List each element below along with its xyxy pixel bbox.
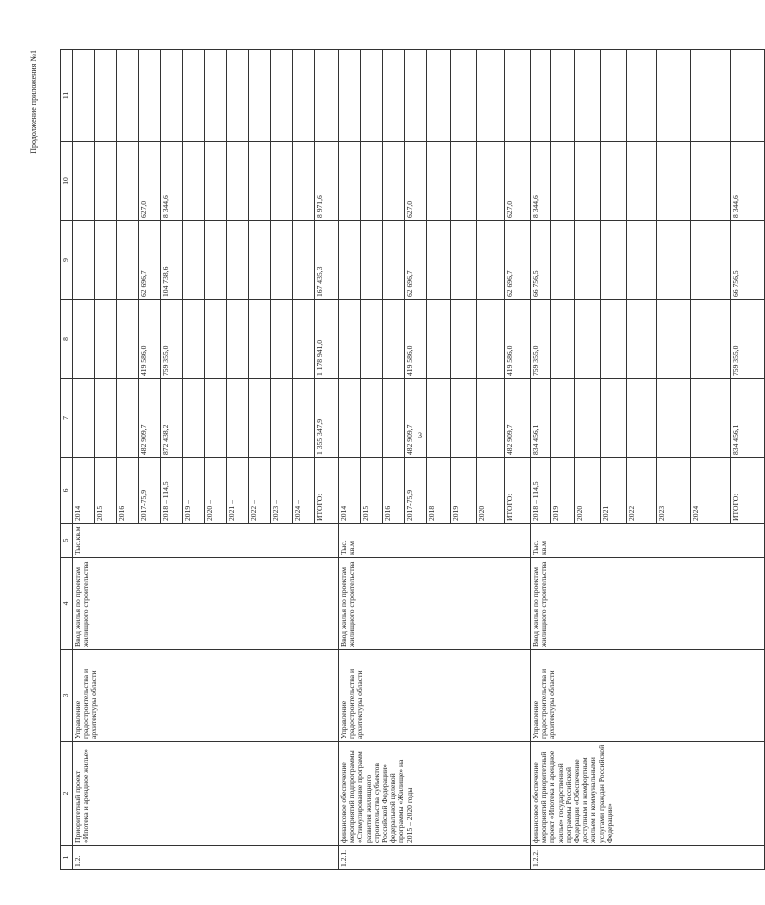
header-cell: 2 — [61, 742, 73, 846]
continuation-label: Продолжение приложения №1 — [29, 50, 38, 154]
amount-federal: 1 178 941,0 — [315, 300, 339, 379]
amount-total — [451, 379, 477, 458]
amount-regional — [361, 221, 383, 300]
amount-total — [657, 379, 691, 458]
amount-total — [117, 379, 139, 458]
indicator: Ввод жилья по проектам жилищного строительства — [73, 558, 339, 650]
amount-total — [339, 379, 361, 458]
amount-regional — [293, 221, 315, 300]
amount-other — [271, 50, 293, 142]
amount-total: 482 909,7 — [139, 379, 161, 458]
amount-federal — [691, 300, 731, 379]
amount-federal — [205, 300, 227, 379]
amount-local — [73, 142, 95, 221]
amount-federal — [575, 300, 601, 379]
amount-federal: 419 586,0 — [405, 300, 427, 379]
amount-regional — [339, 221, 361, 300]
amount-other — [161, 50, 183, 142]
amount-federal — [117, 300, 139, 379]
year-value: 2019 – — [183, 458, 205, 524]
amount-local: 8 344,6 — [161, 142, 183, 221]
table-row — [339, 50, 361, 870]
year-value: 2023 — [657, 458, 691, 524]
amount-other — [227, 50, 249, 142]
amount-other — [627, 50, 657, 142]
amount-federal — [477, 300, 505, 379]
amount-federal — [383, 300, 405, 379]
amount-other — [73, 50, 95, 142]
amount-local — [249, 142, 271, 221]
amount-regional — [691, 221, 731, 300]
amount-total — [271, 379, 293, 458]
amount-other — [183, 50, 205, 142]
page-number: 3 — [418, 431, 422, 440]
amount-total — [627, 379, 657, 458]
year-value: 2016 — [383, 458, 405, 524]
amount-regional — [427, 221, 451, 300]
amount-regional — [551, 221, 575, 300]
amount-other — [531, 50, 551, 142]
amount-local — [227, 142, 249, 221]
amount-regional — [575, 221, 601, 300]
header-cell: 7 — [61, 379, 73, 458]
amount-regional — [183, 221, 205, 300]
year-value: 2017-75,9 — [139, 458, 161, 524]
amount-total — [227, 379, 249, 458]
amount-local — [205, 142, 227, 221]
amount-regional — [117, 221, 139, 300]
year-value: 2018 – 114,5 — [531, 458, 551, 524]
amount-regional: 104 738,6 — [161, 221, 183, 300]
amount-total: 834 456,1 — [731, 379, 765, 458]
amount-federal — [183, 300, 205, 379]
amount-regional — [271, 221, 293, 300]
item-name: финансовое обеспечение мероприятий приоритетный проект «Ипотека и арендное жилье» государственной программы Российской Федерации «Обеспечение доступным и комфортным жильем и коммунальными услугами граждан Российской Федерации» — [531, 742, 765, 846]
amount-local — [383, 142, 405, 221]
amount-local — [691, 142, 731, 221]
amount-regional — [477, 221, 505, 300]
amount-federal: 419 586,0 — [505, 300, 531, 379]
table-row — [73, 50, 95, 870]
amount-regional: 62 696,7 — [405, 221, 427, 300]
amount-federal — [657, 300, 691, 379]
amount-local — [95, 142, 117, 221]
year-value: 2018 — [427, 458, 451, 524]
header-cell: 5 — [61, 524, 73, 558]
executor: Управление градостроительства и архитектуры области — [339, 650, 531, 742]
year-value: 2020 – — [205, 458, 227, 524]
amount-local: 8 971,6 — [315, 142, 339, 221]
rotated-table-page — [29, 50, 740, 870]
amount-local: 627,0 — [505, 142, 531, 221]
amount-regional — [249, 221, 271, 300]
amount-total — [551, 379, 575, 458]
item-name: Приоритетный проект «Ипотека и арендное жилье» — [73, 742, 339, 846]
amount-total — [73, 379, 95, 458]
amount-local — [339, 142, 361, 221]
amount-federal — [227, 300, 249, 379]
amount-federal: 759 355,0 — [531, 300, 551, 379]
indicator: Ввод жилья по проектам жилищного строительства — [531, 558, 765, 650]
amount-federal: 419 586,0 — [139, 300, 161, 379]
amount-other — [451, 50, 477, 142]
amount-total — [249, 379, 271, 458]
amount-local — [477, 142, 505, 221]
amount-federal — [271, 300, 293, 379]
amount-regional — [95, 221, 117, 300]
amount-total: 482 909,7 — [405, 379, 427, 458]
year-value: 2023 – — [271, 458, 293, 524]
year-value: 2014 — [73, 458, 95, 524]
amount-local: 627,0 — [405, 142, 427, 221]
amount-total — [601, 379, 627, 458]
table-row — [531, 50, 551, 870]
amount-regional: 62 696,7 — [505, 221, 531, 300]
year-value: 2024 — [691, 458, 731, 524]
year-value: 2022 — [627, 458, 657, 524]
amount-federal — [95, 300, 117, 379]
amount-other — [293, 50, 315, 142]
amount-regional: 167 435,3 — [315, 221, 339, 300]
amount-total: 834 456,1 — [531, 379, 551, 458]
amount-federal — [601, 300, 627, 379]
amount-total — [427, 379, 451, 458]
amount-local: 8 344,6 — [531, 142, 551, 221]
amount-regional: 66 756,5 — [531, 221, 551, 300]
amount-local — [117, 142, 139, 221]
amount-total — [361, 379, 383, 458]
amount-federal — [293, 300, 315, 379]
header-row — [61, 50, 73, 870]
amount-local — [183, 142, 205, 221]
amount-other — [249, 50, 271, 142]
amount-federal: 759 355,0 — [731, 300, 765, 379]
header-cell: 4 — [61, 558, 73, 650]
amount-federal — [427, 300, 451, 379]
amount-other — [315, 50, 339, 142]
amount-local — [361, 142, 383, 221]
year-value: ИТОГО: — [315, 458, 339, 524]
year-value: 2014 — [339, 458, 361, 524]
amount-other — [205, 50, 227, 142]
amount-other — [95, 50, 117, 142]
year-value: 2015 — [361, 458, 383, 524]
header-cell: 9 — [61, 221, 73, 300]
amount-federal — [73, 300, 95, 379]
amount-regional: 66 756,5 — [731, 221, 765, 300]
header-cell: 10 — [61, 142, 73, 221]
amount-other — [339, 50, 361, 142]
amount-other — [405, 50, 427, 142]
amount-other — [657, 50, 691, 142]
amount-other — [505, 50, 531, 142]
amount-regional — [73, 221, 95, 300]
amount-other — [601, 50, 627, 142]
amount-total — [691, 379, 731, 458]
amount-other — [691, 50, 731, 142]
amount-total — [95, 379, 117, 458]
table-body — [61, 50, 765, 870]
header-cell: 8 — [61, 300, 73, 379]
amount-regional — [451, 221, 477, 300]
amount-local: 627,0 — [139, 142, 161, 221]
year-value: 2020 — [575, 458, 601, 524]
amount-total — [205, 379, 227, 458]
year-value: 2017-75,9 — [405, 458, 427, 524]
amount-regional — [627, 221, 657, 300]
amount-other — [427, 50, 451, 142]
amount-federal — [551, 300, 575, 379]
year-value: 2015 — [95, 458, 117, 524]
year-value: 2024 – — [293, 458, 315, 524]
amount-federal — [627, 300, 657, 379]
year-value: 2019 — [551, 458, 575, 524]
amount-local — [427, 142, 451, 221]
amount-total — [383, 379, 405, 458]
amount-federal — [339, 300, 361, 379]
amount-regional — [227, 221, 249, 300]
finance-table — [60, 49, 765, 870]
amount-total: 482 909,7 — [505, 379, 531, 458]
amount-other — [383, 50, 405, 142]
header-cell: 6 — [61, 458, 73, 524]
amount-other — [731, 50, 765, 142]
amount-federal — [361, 300, 383, 379]
year-value: 2019 — [451, 458, 477, 524]
year-value: 2018 – 114,5 — [161, 458, 183, 524]
amount-other — [117, 50, 139, 142]
amount-total: 872 438,2 — [161, 379, 183, 458]
header-cell: 11 — [61, 50, 73, 142]
amount-other — [361, 50, 383, 142]
amount-local — [293, 142, 315, 221]
year-value: ИТОГО: — [505, 458, 531, 524]
amount-local — [575, 142, 601, 221]
item-number: 1.2.2. — [531, 846, 765, 870]
amount-regional — [601, 221, 627, 300]
header-cell: 1 — [61, 846, 73, 870]
amount-local — [271, 142, 293, 221]
amount-local — [601, 142, 627, 221]
item-number: 1.2.1. — [339, 846, 531, 870]
amount-regional — [383, 221, 405, 300]
item-name: финансовое обеспечение мероприятий подпрограммы «Стимулирование программ развития жилищного строительства субъектов Российской Федерации» федеральной целевой программы «Жилище» на 2015 – 2020 годы — [339, 742, 531, 846]
year-value: 2020 — [477, 458, 505, 524]
amount-regional — [657, 221, 691, 300]
amount-regional — [205, 221, 227, 300]
amount-regional: 62 696,7 — [139, 221, 161, 300]
year-value: 2021 — [601, 458, 627, 524]
amount-local: 8 344,6 — [731, 142, 765, 221]
year-value: 2022 – — [249, 458, 271, 524]
amount-total — [183, 379, 205, 458]
amount-federal: 759 355,0 — [161, 300, 183, 379]
amount-other — [139, 50, 161, 142]
year-value: 2016 — [117, 458, 139, 524]
amount-total — [293, 379, 315, 458]
amount-local — [451, 142, 477, 221]
indicator: Ввод жилья по проектам жилищного строительства — [339, 558, 531, 650]
amount-federal — [249, 300, 271, 379]
unit: Тыс. кв.м — [339, 524, 531, 558]
amount-other — [477, 50, 505, 142]
year-value: ИТОГО: — [731, 458, 765, 524]
amount-total — [575, 379, 601, 458]
unit: Тыс.кв.м — [73, 524, 339, 558]
amount-total: 1 355 347,9 — [315, 379, 339, 458]
amount-local — [551, 142, 575, 221]
amount-local — [627, 142, 657, 221]
executor: Управление градостроительства и архитектуры области — [531, 650, 765, 742]
header-cell: 3 — [61, 650, 73, 742]
unit: Тыс. кв.м — [531, 524, 765, 558]
amount-other — [575, 50, 601, 142]
executor: Управление градостроительства и архитектуры области — [73, 650, 339, 742]
amount-federal — [451, 300, 477, 379]
amount-other — [551, 50, 575, 142]
amount-total — [477, 379, 505, 458]
year-value: 2021 – — [227, 458, 249, 524]
item-number: 1.2. — [73, 846, 339, 870]
amount-local — [657, 142, 691, 221]
